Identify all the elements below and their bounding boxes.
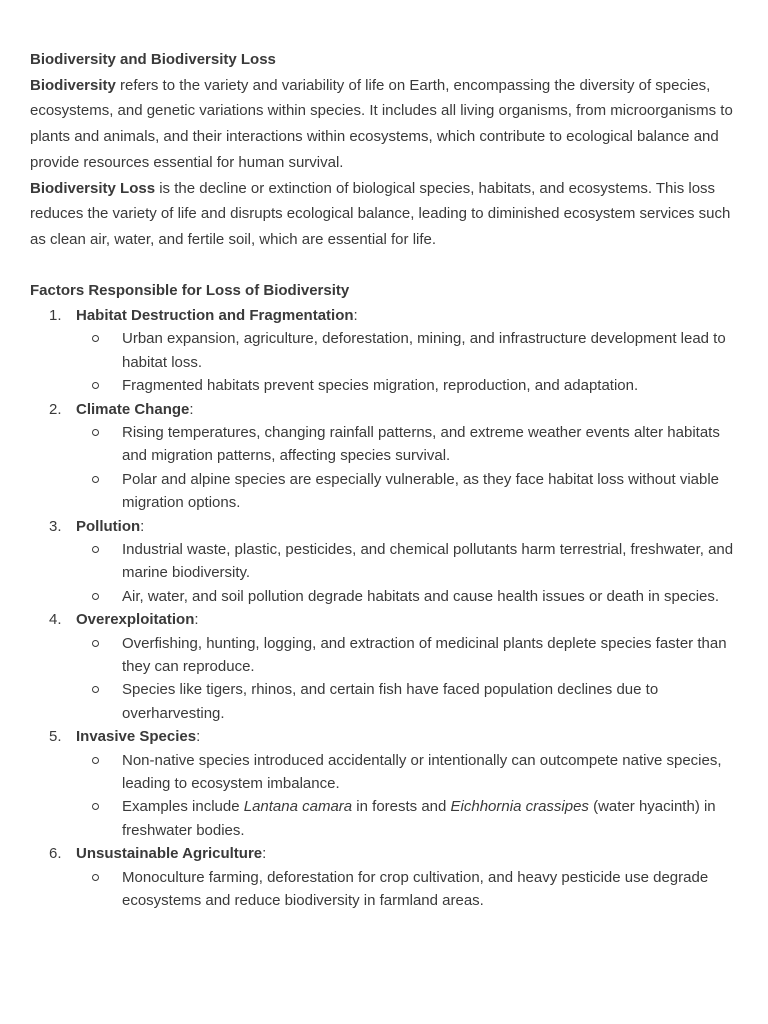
- factor-points: [76, 538, 742, 608]
- section-spacer: [30, 253, 742, 279]
- factor-number: 6.: [49, 845, 62, 863]
- factor-points: [76, 632, 742, 726]
- factor-point: [76, 421, 742, 468]
- species-name-lantana: Lantana camara: [243, 798, 353, 816]
- biodiversity-loss-definition-text: is the decline or extinction of biological species, habitats, and ecosystems. This loss reduces the variety of life and disrupts ecological balance, leading to diminished ecosystem services such as clean air, water, and fertile soil, which are essential for life.: [30, 179, 731, 248]
- hollow-circle-bullet-icon: [92, 546, 99, 553]
- factor-number: 4.: [49, 611, 62, 629]
- hollow-circle-bullet-icon: [92, 757, 99, 764]
- factor-title: Pollution: [76, 517, 141, 535]
- factor-point-text: Polar and alpine species are especially vulnerable, as they face habitat loss without viable migration options.: [122, 470, 720, 512]
- factor-item: [30, 725, 742, 842]
- factor-heading: [49, 608, 742, 631]
- factor-point: [76, 749, 742, 796]
- factor-colon: :: [262, 845, 267, 863]
- factor-colon: :: [353, 306, 358, 324]
- factor-title: Unsustainable Agriculture: [76, 845, 263, 863]
- biodiversity-term: Biodiversity: [30, 76, 116, 94]
- factor-point-text: Non-native species introduced accidentally or intentionally can outcompete native species, leading to ecosystem imbalance.: [122, 751, 722, 793]
- factor-point-text: Urban expansion, agriculture, deforestation, mining, and infrastructure development lead to habitat loss.: [122, 330, 726, 371]
- factor-point-text: Air, water, and soil pollution degrade habitats and cause health issues or death in species.: [122, 587, 720, 605]
- factor-point-text: Monoculture farming, deforestation for crop cultivation, and heavy pesticide use degrade ecosystems and reduce biodiversity in farmland areas.: [122, 868, 709, 910]
- factor-colon: :: [140, 517, 145, 535]
- factor-heading: [49, 842, 742, 865]
- factor-item: [30, 398, 742, 515]
- factor-point: [76, 632, 742, 679]
- hollow-circle-bullet-icon: [92, 640, 99, 647]
- factor-point-text: Fragmented habitats prevent species migration, reproduction, and adaptation.: [122, 377, 639, 395]
- biodiversity-definition-text: refers to the variety and variability of life on Earth, encompassing the diversity of species, ecosystems, and genetic variations within species. It includes all living organisms, from microorganisms to plants and animals, and their interactions within ecosystems, which contribute to ecological balance and provide resources essential for human survival.: [30, 76, 733, 171]
- biodiversity-loss-term: Biodiversity Loss: [30, 179, 156, 197]
- factor-colon: :: [194, 611, 199, 629]
- factor-item: [30, 608, 742, 725]
- factor-number: 3.: [49, 517, 62, 535]
- factor-title: Overexploitation: [76, 611, 195, 629]
- factor-point: [76, 538, 742, 585]
- factor-colon: :: [196, 728, 201, 746]
- example-prefix: Examples include: [122, 798, 244, 816]
- factor-points: [76, 421, 742, 515]
- hollow-circle-bullet-icon: [92, 874, 99, 881]
- factor-heading: [49, 725, 742, 748]
- factor-heading: [49, 515, 742, 538]
- hollow-circle-bullet-icon: [92, 686, 99, 693]
- factor-heading: [49, 304, 742, 327]
- factor-item: [30, 304, 742, 398]
- biodiversity-loss-definition: [30, 176, 742, 253]
- example-suffix: (water hyacinth) in freshwater bodies.: [122, 798, 716, 839]
- factor-point-text: Industrial waste, plastic, pesticides, and chemical pollutants harm terrestrial, freshwater, and marine biodiversity.: [122, 541, 734, 582]
- hollow-circle-bullet-icon: [92, 803, 99, 810]
- factor-point: [76, 327, 742, 374]
- factors-list: [30, 304, 742, 912]
- factor-point: [76, 866, 742, 913]
- hollow-circle-bullet-icon: [92, 593, 99, 600]
- factor-point-text: Rising temperatures, changing rainfall patterns, and extreme weather events alter habitats and migration patterns, affecting species survival.: [122, 423, 720, 465]
- factor-point-text: Overfishing, hunting, logging, and extraction of medicinal plants deplete species faster than they can reproduce.: [122, 634, 727, 676]
- factor-point: [76, 795, 742, 842]
- factor-number: 1.: [49, 306, 62, 324]
- factor-point: [76, 468, 742, 515]
- hollow-circle-bullet-icon: [92, 335, 99, 342]
- document-page: [30, 47, 742, 912]
- factor-item: [30, 515, 742, 609]
- hollow-circle-bullet-icon: [92, 476, 99, 483]
- factor-points: [76, 327, 742, 397]
- factor-title: Climate Change: [76, 400, 190, 418]
- factors-heading: Factors Responsible for Loss of Biodiversity: [30, 282, 350, 300]
- document-title: Biodiversity and Biodiversity Loss: [30, 51, 276, 68]
- factor-point: [76, 678, 742, 725]
- hollow-circle-bullet-icon: [92, 429, 99, 436]
- example-middle: in forests and: [352, 798, 451, 816]
- factor-title: Habitat Destruction and Fragmentation: [76, 306, 354, 324]
- hollow-circle-bullet-icon: [92, 382, 99, 389]
- factor-title: Invasive Species: [76, 728, 197, 746]
- factor-point: [76, 374, 742, 397]
- factor-number: 5.: [49, 728, 62, 746]
- factor-colon: :: [189, 400, 194, 418]
- factor-point-text: Species like tigers, rhinos, and certain fish have faced population declines due to overharvesting.: [122, 681, 659, 722]
- factor-number: 2.: [49, 400, 62, 418]
- factor-points: [76, 749, 742, 843]
- biodiversity-definition: [30, 73, 742, 176]
- factor-points: [76, 866, 742, 913]
- factor-item: [30, 842, 742, 912]
- species-name-eichhornia: Eichhornia crassipes: [450, 798, 589, 816]
- factor-point: [76, 585, 742, 608]
- factor-heading: [49, 398, 742, 421]
